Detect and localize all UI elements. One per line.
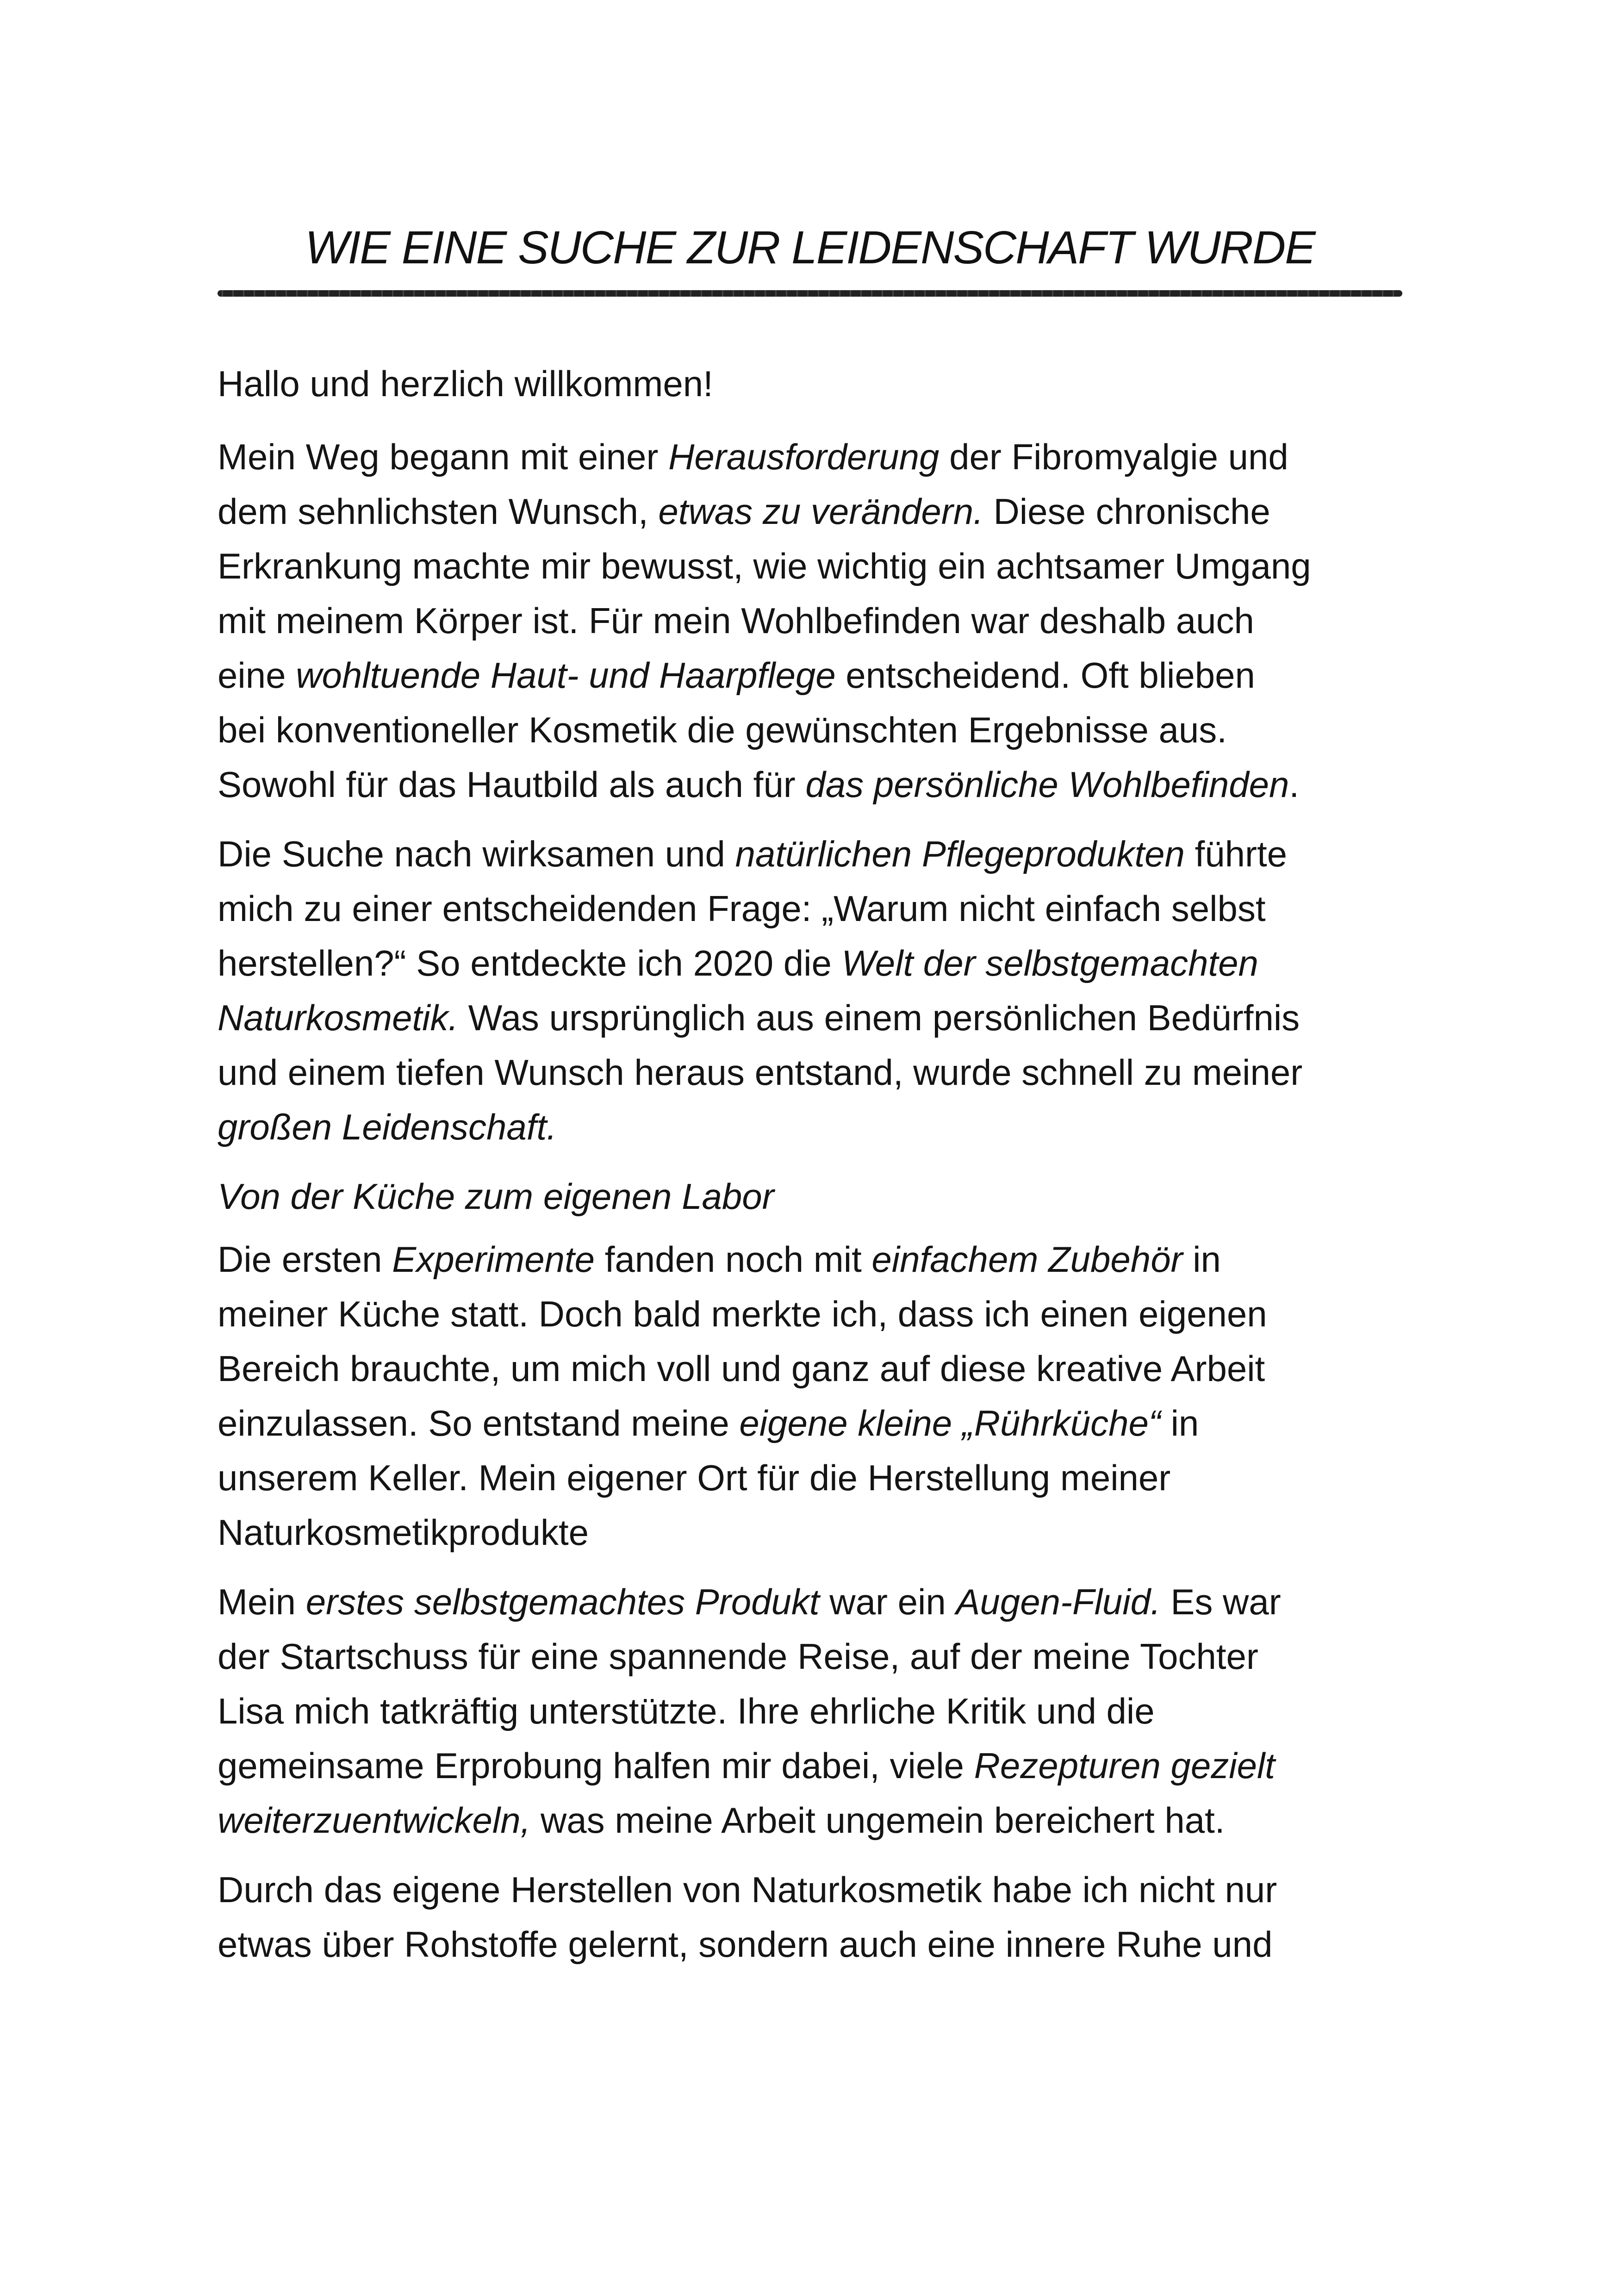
text-line — [218, 1793, 1421, 1848]
text-run: der Startschuss für eine spannende Reise, auf der meine Tochter — [218, 1636, 1258, 1677]
text-line — [218, 1287, 1421, 1341]
text-line — [218, 1045, 1421, 1100]
text-run: dem sehnlichsten Wunsch, — [218, 491, 659, 532]
paragraph-list — [218, 429, 1421, 1972]
emphasis-text: Naturkosmetik. — [218, 997, 459, 1038]
text-run: Erkrankung machte mir bewusst, wie wichtig ein achtsamer Umgang — [218, 546, 1311, 586]
text-run: Mein — [218, 1581, 306, 1622]
emphasis-text: Rezepturen gezielt — [974, 1745, 1275, 1786]
text-line — [218, 539, 1421, 593]
text-run: mit meinem Körper ist. Für mein Wohlbefinden war deshalb auch — [218, 600, 1254, 641]
text-line — [218, 1738, 1421, 1793]
emphasis-text: natürlichen Pflegeprodukten — [735, 834, 1185, 874]
text-run: einzulassen. So entstand meine — [218, 1403, 740, 1444]
text-run: etwas über Rohstoffe gelernt, sondern auch eine innere Ruhe und — [218, 1924, 1273, 1965]
text-run: gemeinsame Erprobung halfen mir dabei, viele — [218, 1745, 974, 1786]
text-run: unserem Keller. Mein eigener Ort für die Herstellung meiner — [218, 1457, 1171, 1498]
text-line — [218, 990, 1421, 1045]
text-run: fanden noch mit — [595, 1239, 872, 1280]
text-line — [218, 1574, 1421, 1629]
text-line — [218, 1505, 1421, 1560]
emphasis-text: wohltuende Haut- und Haarpflege — [296, 655, 836, 696]
greeting: Hallo und herzlich willkommen! — [218, 363, 713, 404]
text-run: Durch das eigene Herstellen von Naturkosmetik habe ich nicht nur — [218, 1869, 1277, 1910]
text-run: in — [1182, 1239, 1221, 1280]
text-run: Was ursprünglich aus einem persönlichen Bedürfnis — [458, 997, 1300, 1038]
text-line — [218, 1396, 1421, 1450]
text-run: meiner Küche statt. Doch bald merkte ich, dass ich einen eigenen — [218, 1294, 1267, 1334]
text-line — [218, 1629, 1421, 1684]
text-line — [218, 1450, 1421, 1505]
text-line — [218, 1341, 1421, 1396]
text-run: herstellen?“ So entdeckte ich 2020 die — [218, 943, 842, 983]
text-line — [218, 881, 1421, 936]
text-line — [218, 827, 1421, 881]
page-title: WIE EINE SUCHE ZUR LEIDENSCHAFT WURDE — [305, 222, 1315, 274]
emphasis-text: Welt der selbstgemachten — [841, 943, 1258, 983]
emphasis-text: Augen-Fluid. — [956, 1581, 1161, 1622]
text-line — [218, 1917, 1421, 1972]
emphasis-text: Von der Küche zum eigenen Labor — [218, 1176, 774, 1217]
text-run: was meine Arbeit ungemein bereichert hat. — [530, 1800, 1225, 1841]
emphasis-text: Herausforderung — [668, 436, 940, 477]
body-text — [218, 356, 1421, 1986]
text-run: Sowohl für das Hautbild als auch für — [218, 764, 806, 805]
emphasis-text: eigene kleine „Rührküche“ — [739, 1403, 1161, 1444]
emphasis-text: weiterzuentwickeln, — [218, 1800, 531, 1841]
paragraph — [218, 1232, 1421, 1560]
text-run: der Fibromyalgie und — [939, 436, 1288, 477]
emphasis-text: einfachem Zubehör — [871, 1239, 1183, 1280]
text-line — [218, 593, 1421, 648]
paragraph — [218, 1862, 1421, 1972]
text-run: Die ersten — [218, 1239, 392, 1280]
text-run: Mein Weg begann mit einer — [218, 436, 669, 477]
text-run: mich zu einer entscheidenden Frage: „Warum nicht einfach selbst — [218, 888, 1266, 929]
text-line — [218, 1862, 1421, 1917]
text-run: bei konventioneller Kosmetik die gewünschten Ergebnisse aus. — [218, 709, 1227, 750]
text-line — [218, 1232, 1421, 1287]
text-line — [218, 757, 1421, 812]
text-run: Naturkosmetikprodukte — [218, 1512, 589, 1553]
text-line — [218, 484, 1421, 539]
text-line — [218, 1169, 1421, 1224]
text-run: in — [1160, 1403, 1199, 1444]
title-underline — [218, 290, 1402, 297]
paragraph — [218, 1574, 1421, 1848]
text-line — [218, 648, 1421, 703]
section-subheading — [218, 1169, 1421, 1224]
text-run: entscheidend. Oft blieben — [835, 655, 1255, 696]
paragraph — [218, 429, 1421, 812]
text-run: führte — [1184, 834, 1288, 874]
text-run: Diese chronische — [983, 491, 1270, 532]
text-line — [218, 1100, 1421, 1154]
text-run: war ein — [819, 1581, 956, 1622]
text-run: Lisa mich tatkräftig unterstützte. Ihre ehrliche Kritik und die — [218, 1691, 1155, 1731]
emphasis-text: erstes selbstgemachtes Produkt — [305, 1581, 820, 1622]
text-run: Bereich brauchte, um mich voll und ganz auf diese kreative Arbeit — [218, 1348, 1265, 1389]
emphasis-text: das persönliche Wohlbefinden — [805, 764, 1289, 805]
text-line — [218, 429, 1421, 484]
text-run: und einem tiefen Wunsch heraus entstand, wurde schnell zu meiner — [218, 1052, 1303, 1093]
emphasis-text: großen Leidenschaft. — [218, 1107, 557, 1147]
paragraph — [218, 827, 1421, 1154]
text-line — [218, 1684, 1421, 1738]
text-run: eine — [218, 655, 296, 696]
text-run: Es war — [1160, 1581, 1281, 1622]
emphasis-text: Experimente — [392, 1239, 595, 1280]
text-run: Die Suche nach wirksamen und — [218, 834, 735, 874]
emphasis-text: etwas zu verändern. — [658, 491, 983, 532]
text-run: . — [1289, 764, 1300, 805]
text-line — [218, 703, 1421, 757]
text-line — [218, 936, 1421, 990]
